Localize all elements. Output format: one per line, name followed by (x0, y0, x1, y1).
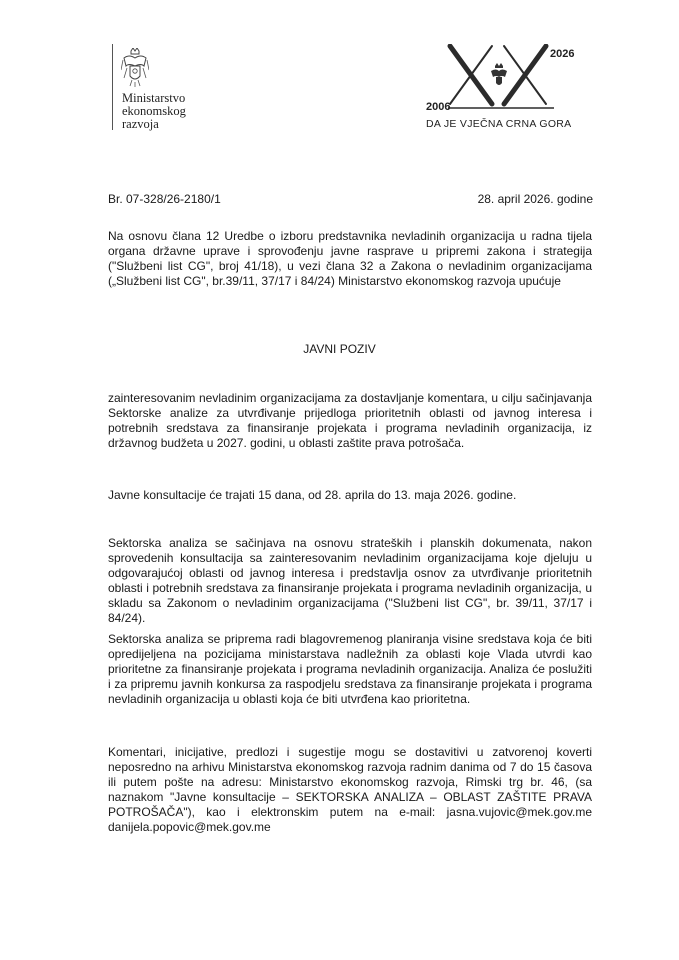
document-number: Br. 07-328/26-2180/1 (108, 192, 221, 206)
coat-of-arms-icon (121, 48, 149, 88)
analysis-basis-paragraph: Sektorska analiza se sačinjava na osnovu strateških i planskih dokumenata, nakon sprovedenih konsultacija sa zainteresovanim nevladinim organizacijama koje djeluju u odgovarajućoj oblasti od javnog interesa i predstavlja osnov za utvrđivanje prioritetnih oblasti i potrebnih sredstava za finansiranje projekata i programa nevladinih organizacija, u skladu sa Zakonom o nevladinim organizacijama ("Službeni list CG", br. 39/11, 37/17 i 84/24). (108, 536, 592, 625)
ministry-header (108, 44, 228, 144)
analysis-purpose-paragraph: Sektorska analiza se priprema radi blagovremenog planiranja visine sredstava koja će biti opredijeljena na pozicijama ministarstava nadležnih za oblasti koje Vlada utvrdi kao prioritetne za finansiranje projekata i programa nevladinih organizacija. Analiza će poslužiti i za pripremu javnih konkursa za raspodjelu sredstava za finansiranje projekata i programa nevladinih organizacija u oblasti koja će biti utvrđena kao prioritetna. (108, 632, 592, 706)
document-title: JAVNI POZIV (303, 342, 376, 356)
ministry-name-line: Ministarstvo (122, 91, 186, 105)
jubilee-xx-icon (446, 44, 556, 116)
jubilee-motto: DA JE VJEČNA CRNA GORA (426, 118, 572, 130)
ministry-name-line: razvoja (122, 117, 159, 131)
ministry-name (122, 92, 232, 131)
call-paragraph: zainteresovanim nevladinim organizacijama za dostavljanje komentara, u cilju sačinjavanja Sektorske analize za utvrđivanje prijedloga prioritetnih oblasti od javnog interesa i potrebnih sredstava za finansiranje projekata i programa nevladinih organizacija, iz državnog budžeta u 2027. godini, u oblasti zaštite prava potrošača. (108, 391, 592, 450)
submission-paragraph: Komentari, inicijative, predlozi i sugestije mogu se dostavitivi u zatvorenoj koverti neposredno na arhivu Ministarstva ekonomskog razvoja radnim danima od 7 do 15 časova ili putem pošte na adresu: Ministarstvo ekonomskog razvoja, Rimski trg br. 46, (sa naznakom "Javne konsultacije – SEKTORSKA ANALIZA – OBLAST ZAŠTITE PRAVA POTROŠAČA"), kao i elektronskim putem na e-mail: jasna.vujovic@mek.gov.me danijela.popovic@mek.gov.me (108, 745, 592, 834)
jubilee-year-end: 2026 (550, 48, 575, 60)
document-date: 28. april 2026. godine (477, 192, 593, 206)
duration-paragraph: Javne konsultacije će trajati 15 dana, od 28. aprila do 13. maja 2026. godine. (108, 488, 517, 502)
jubilee-logo (424, 44, 584, 134)
header-divider (112, 44, 113, 130)
intro-paragraph: Na osnovu člana 12 Uredbe o izboru predstavnika nevladinih organizacija u radna tijela organa državne uprave i sprovođenju javne rasprave u pripremi zakona i strategija ("Službeni list CG", broj 41/18), u vezi člana 32 a Zakona o nevladinim organizacijama („Službeni list CG", br.39/11, 37/17 i 84/24) Ministarstvo ekonomskog razvoja upućuje (108, 229, 592, 288)
ministry-name-line: ekonomskog (122, 104, 186, 118)
jubilee-year-start: 2006 (426, 101, 451, 113)
